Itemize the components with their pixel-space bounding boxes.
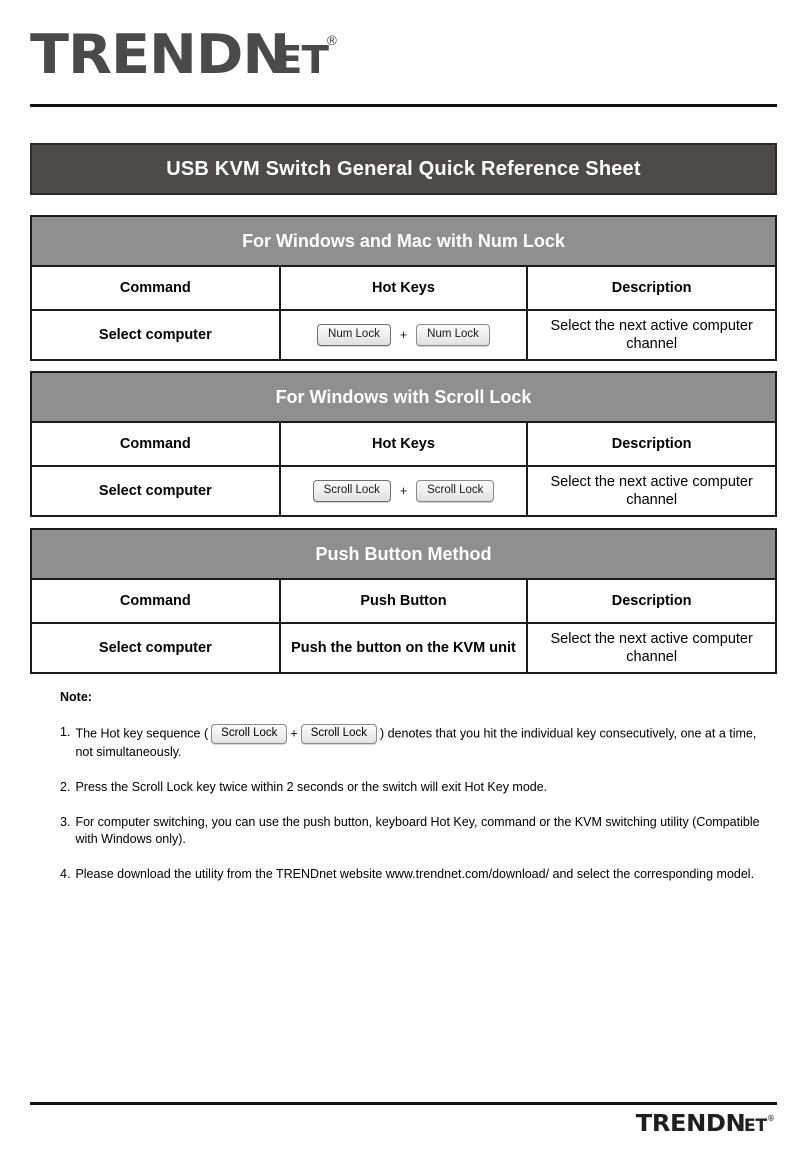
section-title: Push Button Method	[315, 543, 492, 564]
push-button-action-text: Push the button on the KVM unit	[291, 640, 516, 656]
key-separator: +	[399, 484, 408, 498]
note-text-body	[75, 724, 770, 761]
description-text: Select the next active computer channel	[550, 474, 753, 508]
note-text: For computer switching, you can use the push button, keyboard Hot Key, command or the KVM switching utility (Compatible with Windows only).	[75, 814, 760, 846]
footer-logo-main-text: TRENDN	[635, 1111, 746, 1137]
table-row	[32, 623, 775, 672]
table-scroll-lock	[30, 371, 777, 517]
column-header-description: Description	[527, 422, 775, 466]
note-key-separator: +	[290, 726, 298, 741]
footer-divider	[30, 1102, 777, 1105]
note-text-before: The Hot key sequence (	[75, 726, 209, 741]
column-header-command: Command	[32, 579, 280, 623]
logo-sub-text: ET	[274, 38, 328, 82]
description-text: Select the next active computer channel	[550, 631, 753, 665]
logo-main-text: TRENDN	[30, 23, 290, 86]
cell-hotkeys	[280, 310, 528, 359]
column-header-description: Description	[527, 579, 775, 623]
section-header-cell	[32, 217, 775, 266]
note-text-after: ) denotes that you hit the individual key consecutively, one at a time, not simultaneously.	[75, 726, 757, 760]
note-text: Press the Scroll Lock key twice within 2 seconds or the switch will exit Hot Key mode.	[75, 780, 548, 795]
key-separator: +	[399, 328, 408, 342]
table-section-header-row	[32, 373, 775, 422]
table-num-lock	[30, 215, 777, 361]
command-label: Select computer	[98, 483, 212, 499]
table-column-header-row	[32, 422, 775, 466]
table-column-header-row	[32, 579, 775, 623]
hotkey-combo	[282, 324, 526, 346]
page-title-banner	[30, 143, 777, 195]
table-push-button	[30, 528, 777, 674]
table-column-header-row	[32, 266, 775, 310]
column-header-description: Description	[527, 266, 775, 310]
cell-command	[32, 623, 280, 672]
note-item-2	[60, 779, 770, 796]
trendnet-logo	[30, 23, 339, 86]
section-title: For Windows and Mac with Num Lock	[242, 230, 565, 251]
note-keycap-second: Scroll Lock	[301, 724, 377, 744]
footer-registered-trademark-icon: ®	[767, 1114, 775, 1123]
notes-label: Note:	[60, 690, 92, 704]
cell-description	[527, 466, 775, 515]
column-header-push-button: Push Button	[280, 579, 528, 623]
note-number: 1.	[60, 725, 71, 739]
column-header-command: Command	[32, 422, 280, 466]
notes-section	[60, 690, 770, 901]
registered-trademark-icon: ®	[325, 33, 339, 49]
section-title: For Windows with Scroll Lock	[275, 386, 532, 407]
footer-trendnet-logo	[635, 1111, 775, 1137]
header-divider	[30, 104, 777, 107]
command-label: Select computer	[98, 640, 212, 656]
footer-logo-sub-text: ET	[744, 1116, 767, 1135]
column-header-command: Command	[32, 266, 280, 310]
table-section-header-row	[32, 217, 775, 266]
column-header-hotkeys: Hot Keys	[280, 422, 528, 466]
command-label: Select computer	[98, 327, 212, 343]
note-item-4	[60, 866, 770, 883]
hotkey-combo	[282, 480, 526, 502]
note-item-1	[60, 724, 770, 761]
note-number: 3.	[60, 814, 71, 829]
cell-command	[32, 466, 280, 515]
description-text: Select the next active computer channel	[550, 318, 753, 352]
cell-hotkeys	[280, 466, 528, 515]
note-text: Please download the utility from the TRENDnet website www.trendnet.com/download/ and select the corresponding model.	[75, 866, 755, 881]
cell-push-button-action	[280, 623, 528, 672]
section-header-cell	[32, 530, 775, 579]
header-logo-area	[30, 23, 777, 106]
cell-description	[527, 310, 775, 359]
keycap-second: Scroll Lock	[416, 480, 494, 502]
keycap-first: Scroll Lock	[313, 480, 391, 502]
note-number: 4.	[60, 866, 71, 881]
table-section-header-row	[32, 530, 775, 579]
note-keycap-first: Scroll Lock	[211, 724, 287, 744]
column-header-hotkeys: Hot Keys	[280, 266, 528, 310]
section-header-cell	[32, 373, 775, 422]
note-number: 2.	[60, 780, 71, 795]
cell-command	[32, 310, 280, 359]
note-item-3	[60, 814, 770, 848]
page-title: USB KVM Switch General Quick Reference Sheet	[166, 157, 641, 180]
cell-description	[527, 623, 775, 672]
keycap-second: Num Lock	[416, 324, 490, 346]
keycap-first: Num Lock	[317, 324, 391, 346]
table-row	[32, 466, 775, 515]
table-row	[32, 310, 775, 359]
